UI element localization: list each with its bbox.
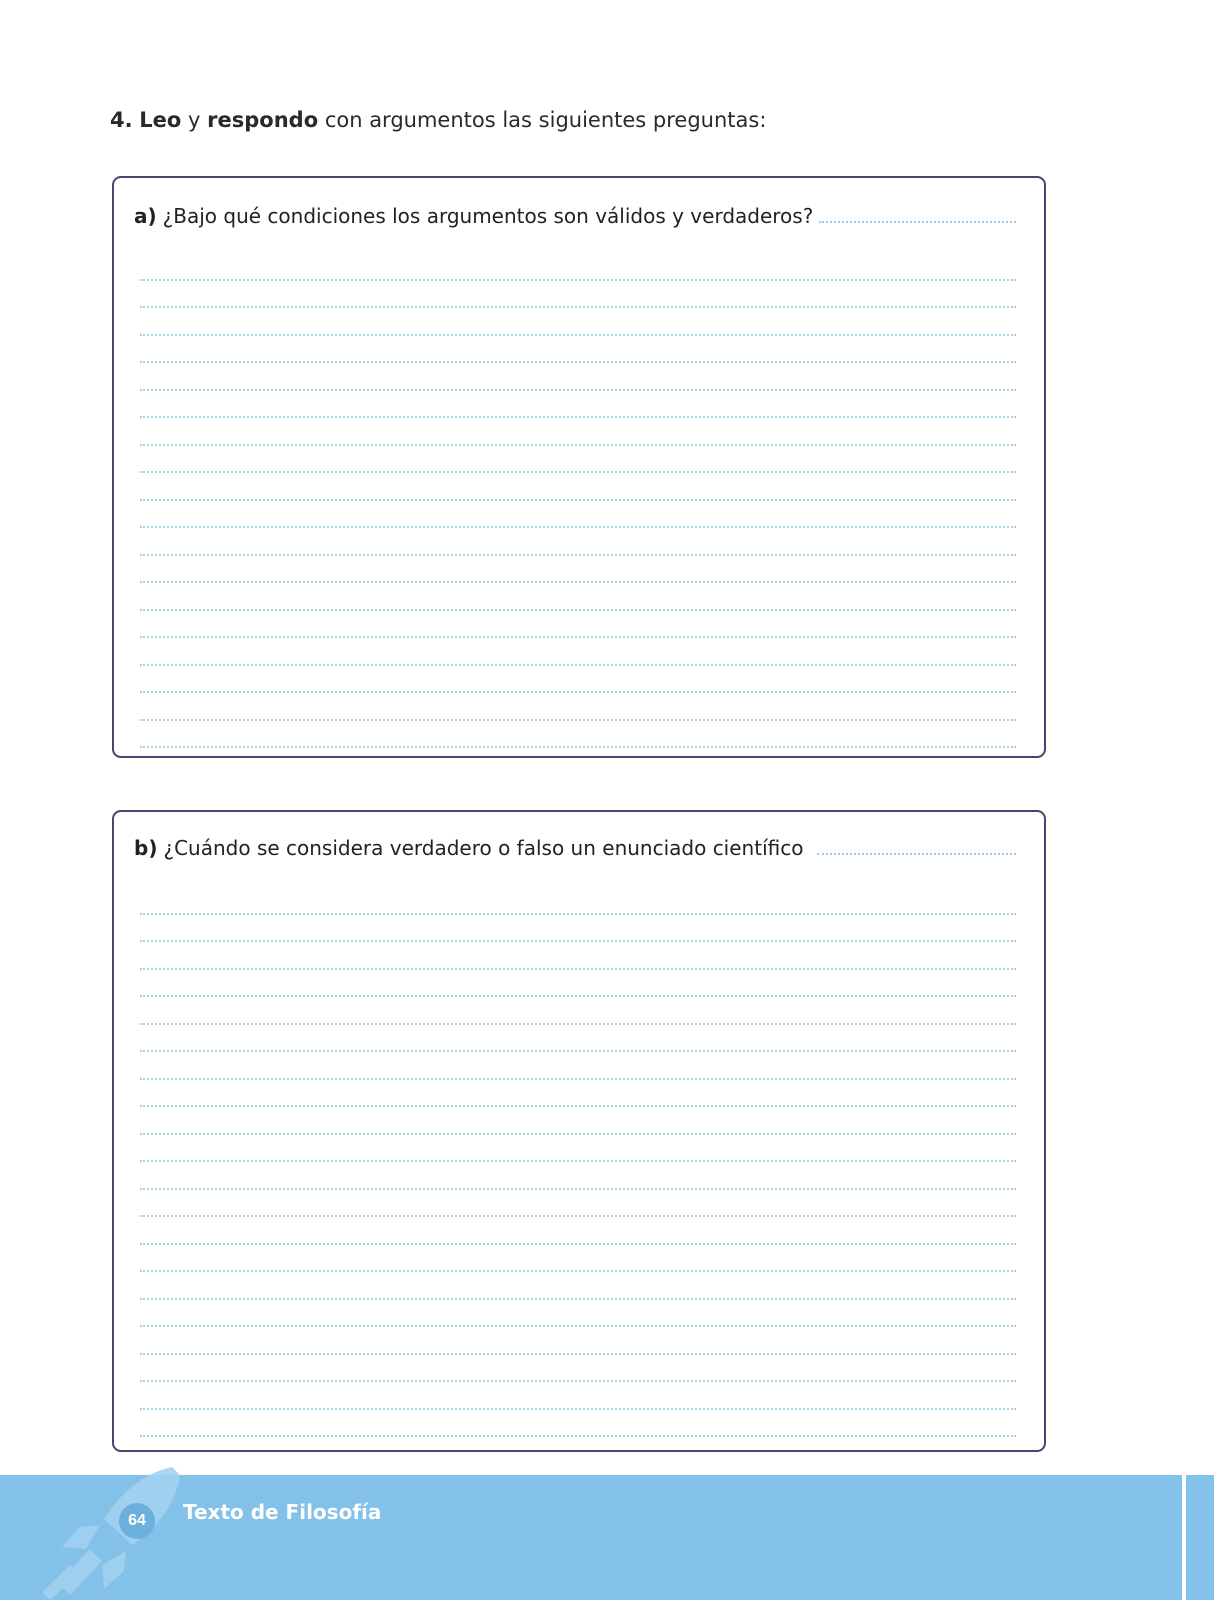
answer-line[interactable]	[140, 638, 1016, 666]
answer-line[interactable]	[140, 1190, 1016, 1218]
answer-line[interactable]	[140, 942, 1016, 970]
answer-line[interactable]	[140, 391, 1016, 419]
instruction-text: con argumentos las siguientes preguntas:	[324, 108, 767, 132]
answer-line[interactable]	[140, 473, 1016, 501]
answer-line[interactable]	[140, 281, 1016, 309]
answer-line[interactable]	[140, 1355, 1016, 1383]
answer-line[interactable]	[140, 336, 1016, 364]
answer-line[interactable]	[140, 1080, 1016, 1108]
answer-line[interactable]	[140, 363, 1016, 391]
answer-line[interactable]	[140, 253, 1016, 281]
answer-line[interactable]	[140, 1217, 1016, 1245]
answer-line[interactable]	[140, 1107, 1016, 1135]
answer-line[interactable]	[140, 446, 1016, 474]
answer-line[interactable]	[140, 308, 1016, 336]
answer-line[interactable]	[140, 1410, 1016, 1438]
answer-box-b	[112, 810, 1046, 1452]
exercise-instruction	[110, 108, 766, 132]
exercise-number: 4.	[110, 108, 133, 132]
answer-line[interactable]	[140, 693, 1016, 721]
answer-line[interactable]	[140, 997, 1016, 1025]
answer-line[interactable]	[140, 1135, 1016, 1163]
instruction-verb-read: Leo	[139, 108, 182, 132]
answer-line[interactable]	[140, 1327, 1016, 1355]
answer-line[interactable]	[140, 556, 1016, 584]
question-b	[134, 836, 1016, 860]
answer-line[interactable]	[140, 915, 1016, 943]
answer-line[interactable]	[140, 666, 1016, 694]
answer-line[interactable]	[140, 611, 1016, 639]
rocket-icon	[40, 1465, 200, 1600]
answer-line[interactable]	[140, 1382, 1016, 1410]
instruction-verb-respond: respondo	[207, 108, 319, 132]
answer-box-a	[112, 176, 1046, 758]
footer-divider	[1182, 1475, 1186, 1600]
page-number: 64	[119, 1503, 155, 1539]
question-text: ¿Bajo qué condiciones los argumentos son válidos y verdaderos?	[162, 204, 814, 228]
answer-line[interactable]	[140, 1052, 1016, 1080]
answer-line[interactable]	[140, 1245, 1016, 1273]
answer-lines[interactable]	[140, 253, 1016, 748]
answer-line[interactable]	[140, 1025, 1016, 1053]
answer-lines[interactable]	[140, 887, 1016, 1437]
dotted-answer-line[interactable]	[819, 221, 1016, 223]
answer-line[interactable]	[140, 721, 1016, 749]
answer-line[interactable]	[140, 418, 1016, 446]
answer-line[interactable]	[140, 501, 1016, 529]
instruction-connector: y	[188, 108, 201, 132]
answer-line[interactable]	[140, 1162, 1016, 1190]
answer-line[interactable]	[140, 583, 1016, 611]
question-a	[134, 204, 1016, 228]
question-letter: b)	[134, 836, 158, 860]
question-text: ¿Cuándo se considera verdadero o falso un enunciado científico	[163, 836, 804, 860]
dotted-answer-line[interactable]	[817, 853, 1016, 855]
question-letter: a)	[134, 204, 157, 228]
answer-line[interactable]	[140, 970, 1016, 998]
book-title: Texto de Filosofía	[183, 1500, 382, 1524]
answer-line[interactable]	[140, 1300, 1016, 1328]
answer-line[interactable]	[140, 1272, 1016, 1300]
answer-line[interactable]	[140, 528, 1016, 556]
answer-line[interactable]	[140, 887, 1016, 915]
